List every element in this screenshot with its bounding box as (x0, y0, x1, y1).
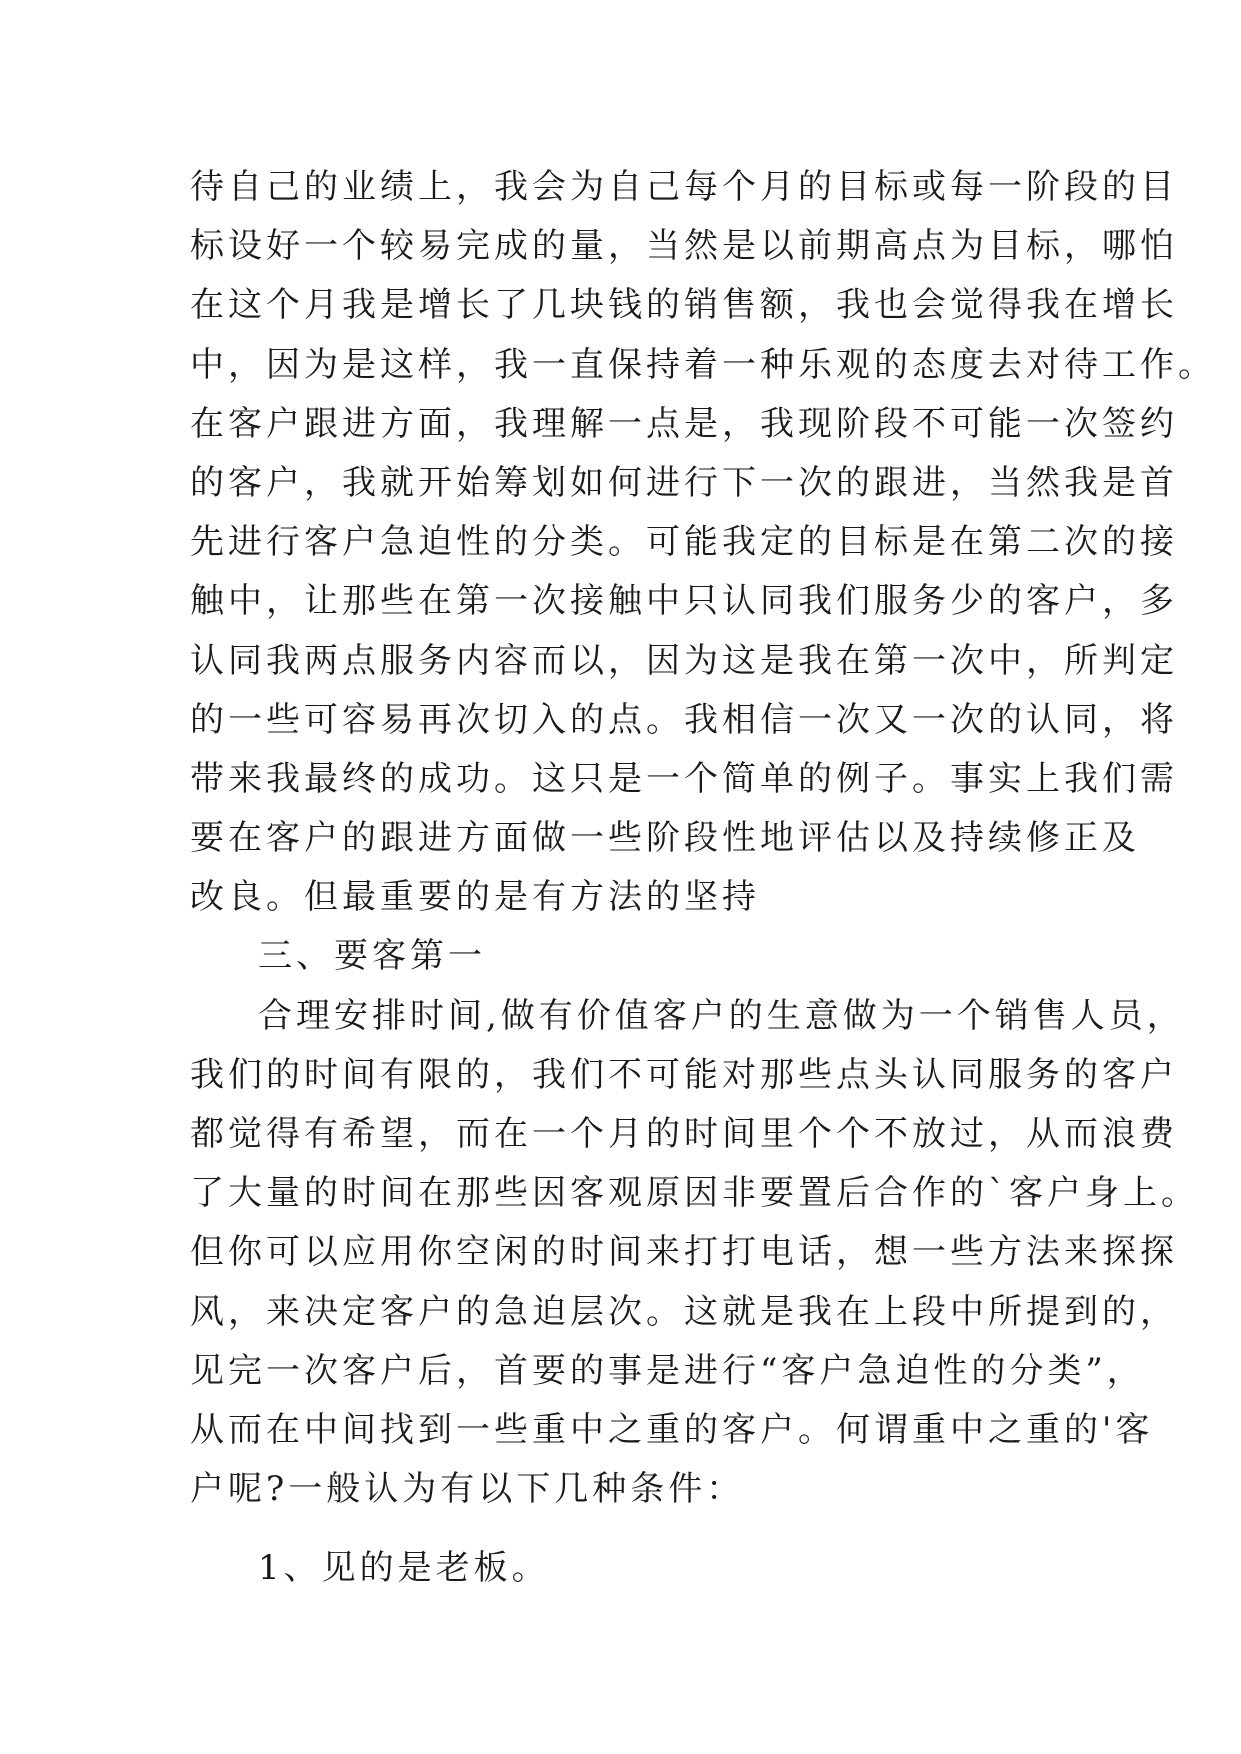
paragraph-line: 合理安排时间,做有价值客户的生意做为一个销售人员， (258, 995, 1185, 1036)
paragraph-line: 从而在中间找到一些重中之重的客户。何谓重中之重的'客 (190, 1409, 1154, 1450)
paragraph-line: 户呢?一般认为有以下几种条件： (190, 1469, 745, 1510)
paragraph-line: 认同我两点服务内容而以，因为这是我在第一次中，所判定 (190, 640, 1178, 681)
paragraph-line: 在这个月我是增长了几块钱的销售额，我也会觉得我在增长 (190, 285, 1178, 326)
paragraph-line: 带来我最终的成功。这只是一个简单的例子。事实上我们需 (190, 758, 1178, 799)
paragraph-line: 了大量的时间在那些因客观原因非要置后合作的`客户身上。 (190, 1173, 1199, 1214)
document-body (190, 158, 1216, 1599)
paragraph-line: 触中，让那些在第一次接触中只认同我们服务少的客户，多 (190, 581, 1178, 622)
paragraph-line: 的一些可容易再次切入的点。我相信一次又一次的认同，将 (190, 699, 1178, 740)
paragraph-2 (190, 987, 1199, 1520)
paragraph-line: 中，因为是这样，我一直保持着一种乐观的态度去对待工作。 (190, 344, 1216, 385)
paragraph-line: 待自己的业绩上，我会为自己每个月的目标或每一阶段的目 (190, 167, 1178, 207)
paragraph-1 (190, 158, 1216, 927)
paragraph-line: 都觉得有希望，而在一个月的时间里个个不放过，从而浪费 (190, 1114, 1178, 1154)
paragraph-line: 我们的时间有限的，我们不可能对那些点头认同服务的客户 (190, 1054, 1178, 1095)
section-heading: 三、要客第一 (258, 936, 486, 977)
paragraph-line: 但你可以应用你空闲的时间来打打电话，想一些方法来探探 (190, 1232, 1178, 1273)
paragraph-line: 要在客户的跟进方面做一些阶段性地评估以及持续修正及 (190, 818, 1140, 859)
paragraph-line: 的客户，我就开始筹划如何进行下一次的跟进，当然我是首 (190, 462, 1178, 503)
paragraph-line: 在客户跟进方面，我理解一点是，我现阶段不可能一次签约 (190, 403, 1178, 444)
list-item: 1、见的是老板。 (258, 1548, 550, 1589)
paragraph-line: 先进行客户急迫性的分类。可能我定的目标是在第二次的接 (190, 522, 1178, 563)
spacer (190, 1519, 1060, 1539)
paragraph-line: 风，来决定客户的急迫层次。这就是我在上段中所提到的， (190, 1291, 1178, 1332)
paragraph-line: 见完一次客户后，首要的事是进行“客户急迫性的分类”， (190, 1350, 1145, 1391)
paragraph-line: 改良。但最重要的是有方法的坚持 (190, 877, 760, 918)
paragraph-line: 标设好一个较易完成的量，当然是以前期高点为目标，哪怕 (190, 226, 1178, 267)
